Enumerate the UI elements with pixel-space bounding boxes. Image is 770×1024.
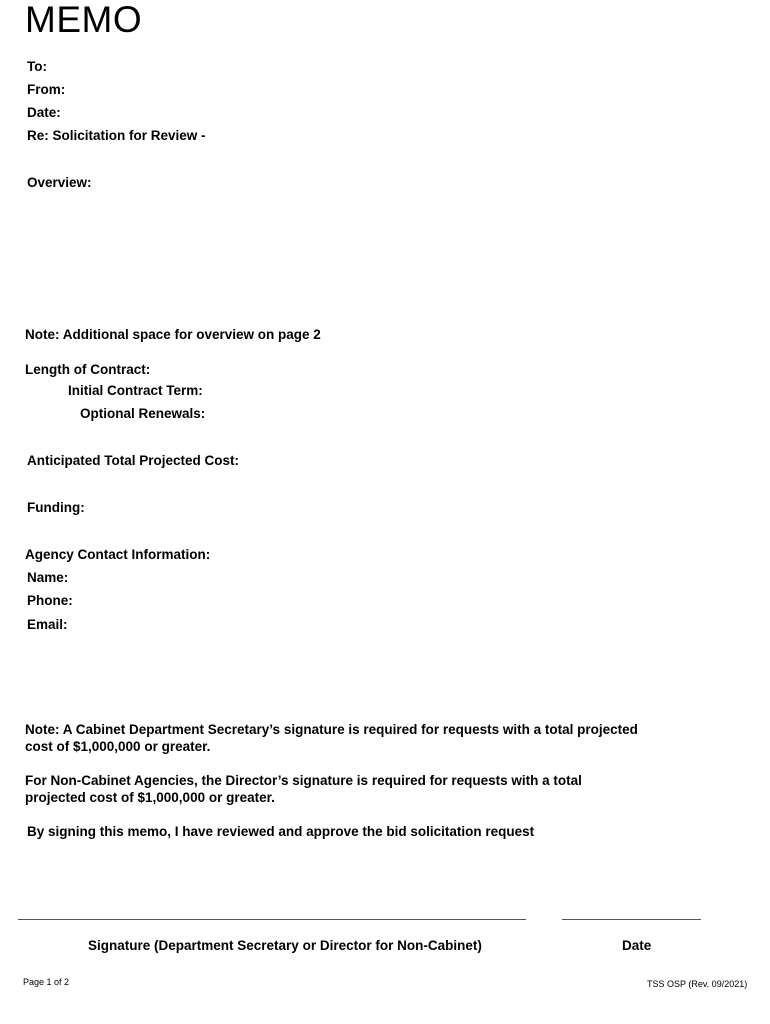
to-label: To: bbox=[27, 59, 47, 74]
funding-label: Funding: bbox=[27, 500, 85, 515]
projected-cost-label: Anticipated Total Projected Cost: bbox=[27, 453, 240, 468]
from-label: From: bbox=[27, 82, 66, 97]
contact-phone-label: Phone: bbox=[27, 593, 73, 608]
memo-title: MEMO bbox=[25, 0, 143, 40]
noncabinet-note-line-1: For Non-Cabinet Agencies, the Director’s signature is required for requests with a total bbox=[25, 773, 582, 788]
date-label: Date: bbox=[27, 105, 61, 120]
length-of-contract-label: Length of Contract: bbox=[25, 362, 151, 377]
agency-contact-heading: Agency Contact Information: bbox=[25, 547, 211, 562]
signature-line[interactable] bbox=[18, 919, 526, 920]
overview-note: Note: Additional space for overview on page 2 bbox=[25, 327, 321, 342]
overview-label: Overview: bbox=[27, 175, 92, 190]
page-number: Page 1 of 2 bbox=[23, 977, 70, 987]
date-caption: Date bbox=[622, 938, 652, 953]
cabinet-note-line-1: Note: A Cabinet Department Secretary’s signature is required for requests with a total projected bbox=[25, 722, 638, 737]
noncabinet-note-line-2: projected cost of $1,000,000 or greater. bbox=[25, 790, 275, 805]
cabinet-note-line-2: cost of $1,000,000 or greater. bbox=[25, 739, 211, 754]
contact-name-label: Name: bbox=[27, 570, 69, 585]
signature-caption: Signature (Department Secretary or Director for Non-Cabinet) bbox=[88, 938, 482, 953]
initial-contract-term-label: Initial Contract Term: bbox=[68, 383, 203, 398]
contact-email-label: Email: bbox=[27, 617, 68, 632]
optional-renewals-label: Optional Renewals: bbox=[80, 406, 206, 421]
re-label: Re: Solicitation for Review - bbox=[27, 128, 206, 143]
approval-statement: By signing this memo, I have reviewed and approve the bid solicitation request bbox=[27, 824, 535, 839]
form-revision-id: TSS OSP (Rev. 09/2021) bbox=[647, 979, 748, 989]
signature-date-line[interactable] bbox=[562, 919, 701, 920]
